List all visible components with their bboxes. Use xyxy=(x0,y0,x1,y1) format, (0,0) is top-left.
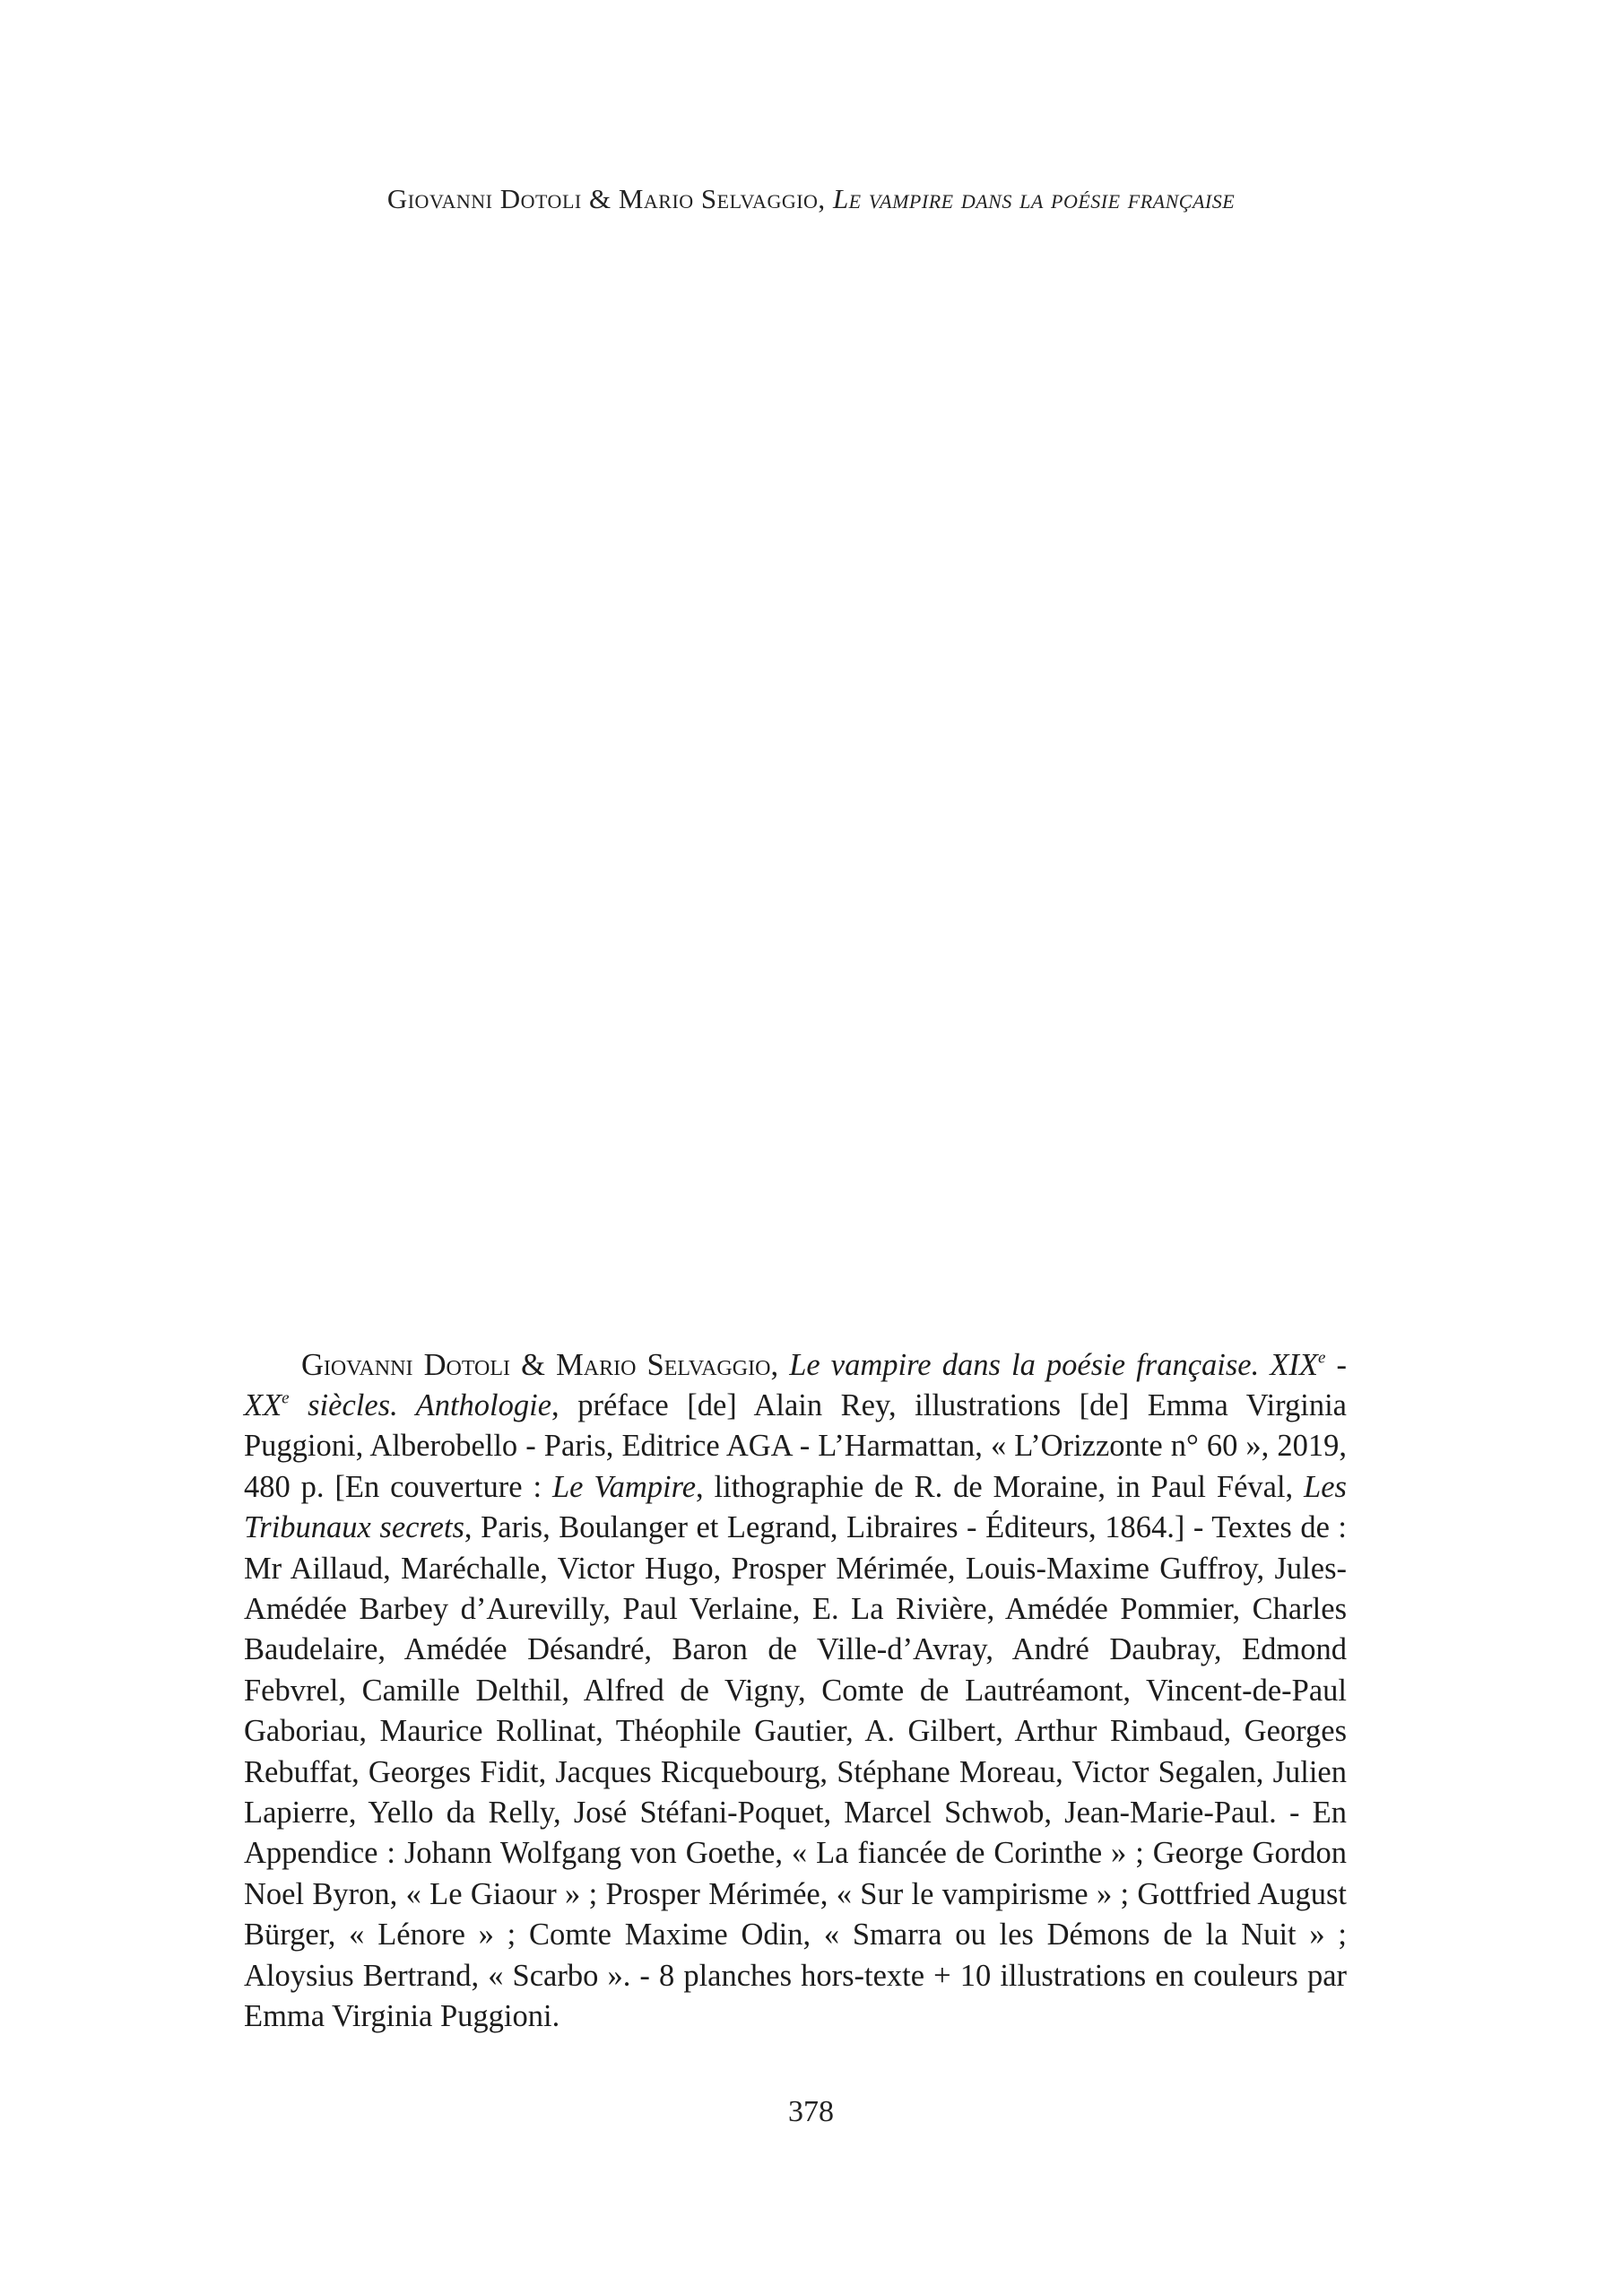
century-start: XIX xyxy=(1270,1347,1318,1382)
cover-title: Le Vampire xyxy=(551,1469,697,1504)
entry-text-2: , lithographie de R. de Moraine, in Paul Féval, xyxy=(696,1469,1305,1504)
header-title: Le vampire dans la poésie française xyxy=(832,183,1236,214)
entry-text-3: , Paris, Boulanger et Legrand, Libraires - Éditeurs, 1864.] - Textes de : Mr Aillaud, Maréchalle, Victor Hugo, Prosper Mérimée, Louis-Maxime Guffroy, Jules-Amédée Barbey d’Aurevilly, Paul Verlaine, E. La Rivière, Amédée Pommier, Charles Baudelaire, Amédée Désandré, Baron de Ville-d’Avray, André Daubray, Edmond Febvrel, Camille Delthil, Alfred de Vigny, Comte de Lautréamont, Vincent-de-Paul Gaboriau, Maurice Rollinat, Théophile Gautier, A. Gilbert, Arthur Rimbaud, Georges Rebuffat, Georges Fidit, Jacques Ricquebourg, Stéphane Moreau, Victor Segalen, Julien Lapierre, Yello da Relly, José Stéfani-Poquet, Marcel Schwob, Jean-Marie-Paul. - En Appendice : Johann Wolfgang von Goethe, « La fiancée de Corinthe » ; George Gordon Noel Byron, « Le Giaour » ; Prosper Mérimée, « Sur le vampirisme » ; Gottfried August Bürger, « Lénore » ; Comte Maxime Odin, « Smarra ou les Démons de la Nuit » ; Aloysius Bertrand, « Scarbo ». - 8 planches hors-texte + 10 illustrations en couleurs par Emma Virginia Puggioni. xyxy=(244,1510,1347,2033)
century-start-suffix: e xyxy=(1317,1348,1326,1368)
entry-authors: Giovanni Dotoli & Mario Selvaggio xyxy=(301,1347,771,1382)
entry-text-1: , préface [de] Alain Rey, illustrations [de] Emma Virginia Puggioni, Alberobello - Paris, Editrice AGA - L’Harmattan, « L’Orizzonte n° 60 », 2019, 480 p. [En couverture : xyxy=(244,1387,1347,1504)
century-end: - XX xyxy=(244,1347,1348,1422)
bibliographic-entry xyxy=(244,1345,1347,2038)
century-end-suffix: e xyxy=(282,1388,290,1408)
page-number: 378 xyxy=(788,2095,834,2128)
subtitle-rest: siècles. Anthologie xyxy=(289,1387,552,1422)
entry-separator: , xyxy=(770,1347,790,1382)
running-header xyxy=(0,183,1622,215)
book-title: Les Tribunaux secrets xyxy=(244,1469,1347,1545)
header-authors: Giovanni Dotoli & Mario Selvaggio, xyxy=(386,183,826,214)
entry-title: Le vampire dans la poésie française. xyxy=(789,1347,1260,1382)
